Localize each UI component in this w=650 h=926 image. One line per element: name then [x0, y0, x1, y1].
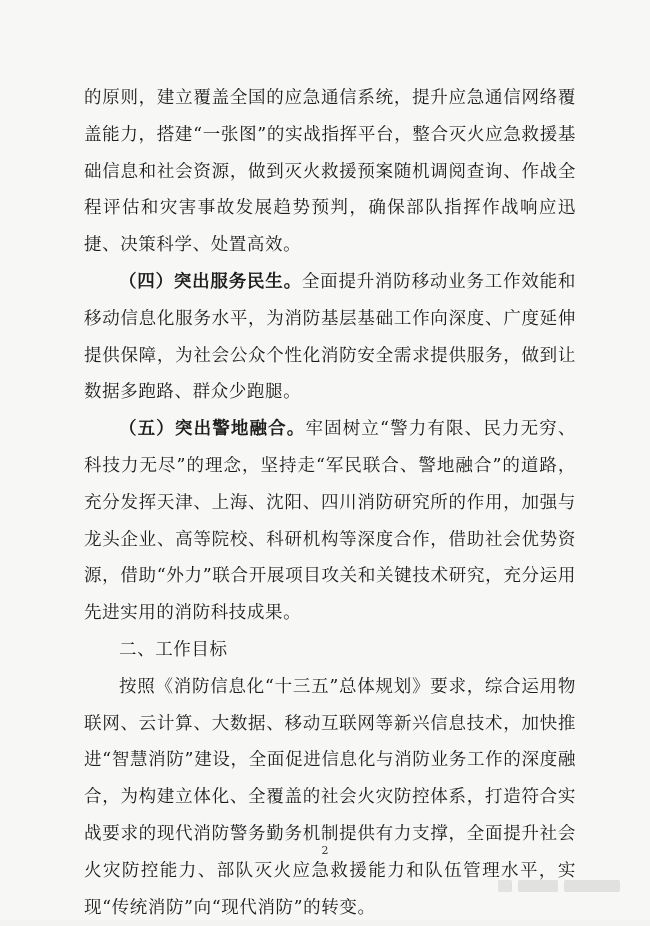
page-number: 2 — [321, 844, 329, 857]
section-heading-work-goals — [84, 632, 576, 669]
paragraph-text: 全面提升消防移动业务工作效能和移动信息化服务水平，为消防基层基础工作向深度、广度延伸提供保障，为社会公众个性化消防安全需求提供服务，做到让数据多跑路、群众少跑腿。 — [84, 271, 576, 403]
paragraph-lead: （四）突出服务民生。 — [119, 271, 302, 292]
watermark-icon — [498, 878, 628, 894]
paragraph-text: 按照《消防信息化“十三五”总体规划》要求，综合运用物联网、云计算、大数据、移动互联网等新兴信息技术，加快推进“智慧消防”建设，全面促进信息化与消防业务工作的深度融合，为构建立体化、全覆盖的社会火灾防控体系，打造符合实战要求的现代消防警务勤务机制提供有力支撑，全面提升社会火灾防控能力、部队灭火应急救援能力和队伍管理水平，实现“传统消防”向“现代消防”的转变。 — [84, 676, 576, 918]
paragraph-text: 牢固树立“警力有限、民力无穷、科技力无尽”的理念，坚持走“军民联合、警地融合”的道路，充分发挥天津、上海、沈阳、四川消防研究所的作用，加强与龙头企业、高等院校、科研机构等深度合作，借助社会优势资源，借助“外力”联合开展项目攻关和关键技术研究，充分运用先进实用的消防科技成果。 — [84, 419, 576, 624]
paragraph-serve-livelihood — [84, 264, 576, 411]
paragraph-lead: （五）突出警地融合。 — [119, 419, 306, 440]
paragraph-police-local-integration — [84, 411, 576, 632]
section-heading-text: 二、工作目标 — [119, 639, 228, 660]
paragraph-principle — [84, 80, 576, 264]
document-body — [84, 80, 576, 926]
paragraph-text: 的原则，建立覆盖全国的应急通信系统，提升应急通信网络覆盖能力，搭建“一张图”的实战指挥平台，整合灭火应急救援基础信息和社会资源，做到灭火救援预案随机调阅查询、作战全程评估和灾害事故发展趋势预判，确保部队指挥作战响应迅捷、决策科学、处置高效。 — [84, 88, 576, 256]
